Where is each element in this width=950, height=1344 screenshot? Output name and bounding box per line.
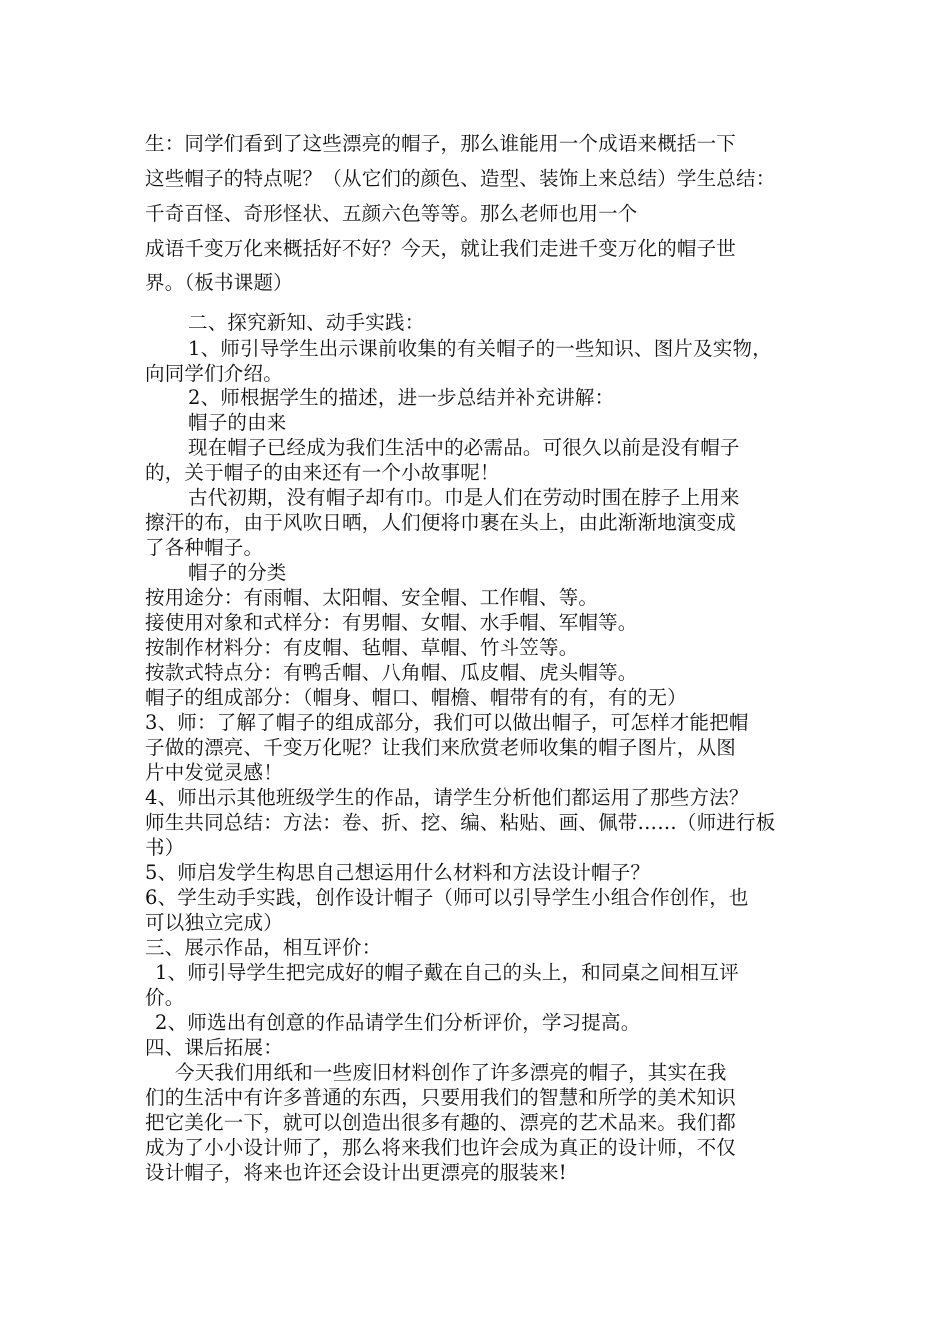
paragraph-line: 6、学生动手实践，创作设计帽子（师可以引导学生小组合作创作，也 [145, 886, 749, 909]
paragraph-line: 的，关于帽子的由来还有一个小故事呢！ [145, 461, 500, 484]
list-item: 按款式特点分：有鸭舌帽、八角帽、瓜皮帽、虎头帽等。 [145, 661, 638, 684]
paragraph-line: 2、师根据学生的描述，进一步总结并补充讲解： [188, 386, 615, 409]
paragraph-line: 3、师：了解了帽子的组成部分，我们可以做出帽子，可怎样才能把帽 [145, 711, 749, 734]
list-item: 接使用对象和式样分：有男帽、女帽、水手帽、军帽等。 [145, 611, 638, 634]
subheading: 帽子的由来 [188, 411, 287, 434]
paragraph-line: 5、师启发学生构思自己想运用什么材料和方法设计帽子？ [145, 861, 651, 884]
paragraph-line: 把它美化一下，就可以创造出很多有趣的、漂亮的艺术品来。我们都 [145, 1111, 737, 1134]
paragraph-line: 成为了小小设计师了，那么将来我们也许会成为真正的设计师，不仅 [145, 1136, 737, 1159]
paragraph-line: 千奇百怪、奇形怪状、五颜六色等等。那么老师也用一个 [145, 202, 638, 225]
paragraph-line: 设计帽子，将来也许还会设计出更漂亮的服装来! [145, 1161, 567, 1184]
paragraph-line: 片中发觉灵感！ [145, 761, 283, 784]
section-heading: 三、展示作品，相互评价： [145, 936, 382, 959]
paragraph-line: 成语千变万化来概括好不好？今天，就让我们走进千变万化的帽子世 [145, 237, 737, 260]
paragraph-line: 书） [145, 836, 185, 859]
paragraph-line: 生：同学们看到了这些漂亮的帽子，那么谁能用一个成语来概括一下 [145, 132, 737, 155]
paragraph-line: 1、师引导学生把完成好的帽子戴在自己的头上，和同桌之间相互评 [155, 961, 739, 984]
section-heading: 二、探究新知、动手实践： [188, 311, 425, 334]
paragraph-line: 2、师选出有创意的作品请学生们分析评价，学习提高。 [155, 1011, 641, 1034]
paragraph-line: 师生共同总结：方法：卷、折、挖、编、粘贴、画、佩带……（师进行板 [145, 811, 776, 834]
paragraph-line: 4、师出示其他班级学生的作品，请学生分析他们都运用了那些方法？ [145, 786, 749, 809]
paragraph-line: 向同学们介绍。 [145, 362, 283, 385]
paragraph-line: 们的生活中有许多普通的东西，只要用我们的智慧和所学的美术知识 [145, 1086, 737, 1109]
paragraph-line: 古代初期，没有帽子却有巾。巾是人们在劳动时围在脖子上用来 [188, 486, 740, 509]
paragraph-line: 这些帽子的特点呢？（从它们的颜色、造型、装饰上来总结）学生总结： [145, 167, 776, 190]
section-heading: 四、课后拓展： [145, 1036, 283, 1059]
list-item: 按用途分：有雨帽、太阳帽、安全帽、工作帽、等。 [145, 586, 599, 609]
paragraph-line: 价。 [145, 986, 185, 1009]
paragraph-line: 子做的漂亮、千变万化呢？让我们来欣赏老师收集的帽子图片，从图 [145, 736, 737, 759]
paragraph-line: 1、师引导学生出示课前收集的有关帽子的一些知识、图片及实物， [188, 337, 772, 360]
list-item: 按制作材料分：有皮帽、毡帽、草帽、竹斗笠等。 [145, 636, 579, 659]
paragraph-line: 了各种帽子。 [145, 536, 264, 559]
paragraph-line: 现在帽子已经成为我们生活中的必需品。可很久以前是没有帽子 [188, 436, 740, 459]
paragraph-line: 擦汗的布，由于风吹日晒，人们便将巾裹在头上，由此渐渐地演变成 [145, 511, 737, 534]
list-item: 帽子的组成部分：（帽身、帽口、帽檐、帽带有的有，有的无） [145, 686, 687, 709]
paragraph-line: 今天我们用纸和一些废旧材料创作了许多漂亮的帽子，其实在我 [175, 1061, 727, 1084]
subheading: 帽子的分类 [188, 561, 287, 584]
paragraph-line: 可以独立完成） [145, 911, 283, 934]
paragraph-line: 界。（板书课题） [145, 271, 293, 294]
